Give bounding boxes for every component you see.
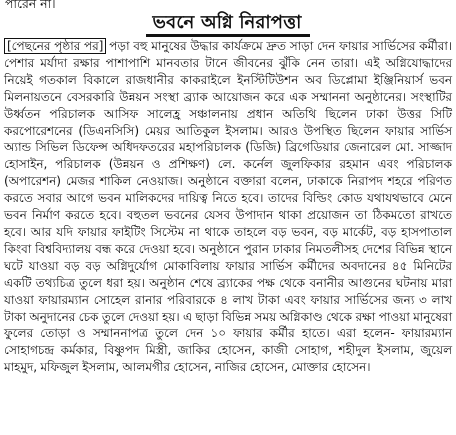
headline: ভবনে অগ্নি নিরাপত্তা [146, 11, 309, 37]
continuation-tag: [পেছনের পৃষ্ঠার পর] [4, 38, 106, 54]
article-body-text: পড়া বহু মানুষের উদ্ধার কার্যক্রমে দ্রুত সাড়া দেন ফায়ার সার্ভিসের কর্মীরা। পেশার মর্যাদা রক্ষার পাশাপাশি মানবতার টানে জীবনের ঝুঁকি নেন তারা। এই অগ্নিযোদ্ধাদের নিয়েই গতকাল বিকালে রাজধানীর কাকরাইলে ইনস্টিটিউশন অব ডিপ্লোমা ইঞ্জিনিয়ার্স ভবন মিলনায়তনে বেসরকারি উন্নয়ন সংস্থা ব্র্যাক আয়োজন করে এক সম্মাননা অনুষ্ঠানের। সংস্থাটির উর্ধ্বতন পরিচালক আসিফ সালেহ্র সঞ্চালনায় প্রধান অতিথি ছিলেন ঢাকা উত্তর সিটি করপোরেশনের (ডিএনসিসি) মেয়র আতিকুল ইসলাম। আরও উপস্থিত ছিলেন ফায়ার সার্ভিস অ্যান্ড সিভিল ডিফেন্স অধিদফতরের মহাপরিচালক (ডিজি) ব্রিগেডিয়ার জেনারেল মো. সাজ্জাদ হোসাইন, পরিচালক (উন্নয়ন ও প্রশিক্ষণ) লে. কর্নেল জুলফিকার রহমান এবং পরিচালক (অপারেশন) মেজর শাকিল নেওয়াজ। অনুষ্ঠানে বক্তারা বলেন, ঢাকাকে নিরাপদ শহরে পরিণত করতে সবার আগে ভবন মালিকদের দায়িত্ব নিতে হবে। তাদের বিল্ডিং কোড যথাযথভাবে মেনে ভবন নির্মাণ করতে হবে। বহুতল ভবনের যেসব উপাদান থাকা প্রয়োজন তা ঠিকমতো রাখতে হবে। আর যদি ফায়ার ফাইটিং সিস্টেম না থাকে তাহলে বড় ভবন, বড় মার্কেট, বড় হাসপাতাল কিংবা বিশ্ববিদ্যালয় বন্ধ করে দেওয়া হবে। অনুষ্ঠানে পুরান ঢাকার নিমতলীসহ দেশের বিভিন্ন স্থানে ঘটে যাওয়া বড় বড় অগ্নিদুর্যোগ মোকাবিলায় ফায়ার সার্ভিস কর্মীদের অবদানের ৪৫ মিনিটের একটি তথ্যচিত্র তুলে ধরা হয়। অনুষ্ঠান শেষে ব্র্যাকের পক্ষ থেকে বনানীর আগুনের ঘটনায় মারা যাওয়া ফায়ারম্যান সোহেল রানার পরিবারকে ৪ লাখ টাকা এবং ফায়ার সার্ভিসের জন্য ৩ লাখ টাকা অনুদানের চেক তুলে দেওয়া হয়। এ ছাড়া বিভিন্ন সময় অগ্নিকাণ্ড থেকে রক্ষা পাওয়া মানুষেরা ফুলের তোড়া ও সম্মাননাপত্র তুলে দেন ১০ ফায়ার কর্মীর হাতে। এরা হলেন- ফায়ারম্যান সোহাগচন্দ্র কর্মকার, বিষ্ণুপদ মিস্ত্রী, জাকির হোসেন, কাজী সোহাগ, শহীদুল ইসলাম, জুয়েল মাহমুদ, মফিজুল ইসলাম, আলমগীর হোসেন, নাজির হোসেন, মোক্তার হোসেন। [4, 39, 453, 375]
headline-container [4, 11, 452, 36]
previous-article-fragment: পারেন না। [5, 0, 56, 11]
article-body [4, 38, 452, 376]
